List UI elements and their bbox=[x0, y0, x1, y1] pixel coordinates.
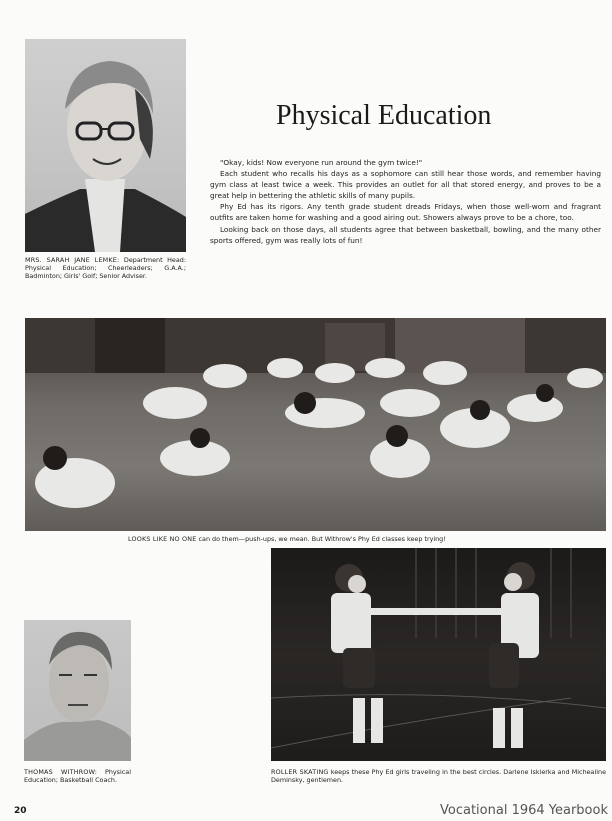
caption-roller-skating-text: keeps these Phy Ed girls traveling in the best circles. Darlene Iskierka and Michealine Deminsky, gentlemen. bbox=[271, 768, 606, 784]
page-number: 20 bbox=[14, 806, 27, 816]
pushups-illustration bbox=[25, 318, 606, 531]
roller-skating-illustration bbox=[271, 548, 606, 761]
article-paragraph: Phy Ed has its rigors. Any tenth grade student dreads Fridays, when those well-worn and fragrant outfits are taken home for washing and a good airing out. Showers always prove to be a chore, too. bbox=[210, 202, 601, 223]
caption-withrow-text: Physical Education; Basketball Coach. bbox=[24, 768, 131, 784]
portrait-photo-lemke bbox=[25, 39, 186, 252]
caption-pushups-lead: LOOKS LIKE NO ONE bbox=[128, 535, 197, 543]
page-title: Physical Education bbox=[276, 100, 492, 131]
article-body bbox=[210, 157, 601, 246]
article-paragraph: "Okay, kids! Now everyone run around the gym twice!" bbox=[220, 158, 423, 167]
article-paragraph: Looking back on those days, all students agree that between basketball, bowling, and the many other sports offered, gym was really lots of fun! bbox=[210, 224, 601, 245]
caption-lemke bbox=[25, 256, 186, 280]
portrait-withrow-illustration bbox=[24, 620, 131, 761]
pushups-photo bbox=[25, 318, 606, 531]
article-paragraph: Each student who recalls his days as a sophomore can still hear those words, and remember having gym class at least twice a week. This provides an outlet for all that stored energy, and proves to be a great help in bettering the athletic skills of many pupils. bbox=[210, 169, 601, 201]
caption-roller-skating bbox=[271, 768, 606, 784]
caption-withrow bbox=[24, 768, 131, 784]
portrait-lemke-illustration bbox=[25, 39, 186, 252]
caption-roller-skating-lead: ROLLER SKATING bbox=[271, 768, 329, 776]
caption-withrow-lead: THOMAS WITHROW: bbox=[24, 768, 98, 776]
roller-skating-photo bbox=[271, 548, 606, 761]
portrait-photo-withrow bbox=[24, 620, 131, 761]
caption-pushups-text: can do them—push-ups, we mean. But Withrow's Phy Ed classes keep trying! bbox=[198, 535, 446, 543]
caption-lemke-text: Department Head: Physical Education; Cheerleaders; G.A.A.; Badminton; Girls' Golf; Senior Adviser. bbox=[25, 256, 186, 280]
source-watermark: Vocational 1964 Yearbook bbox=[440, 803, 608, 818]
caption-pushups bbox=[128, 535, 528, 543]
caption-lemke-lead: MRS. SARAH JANE LEMKE: bbox=[25, 256, 120, 264]
